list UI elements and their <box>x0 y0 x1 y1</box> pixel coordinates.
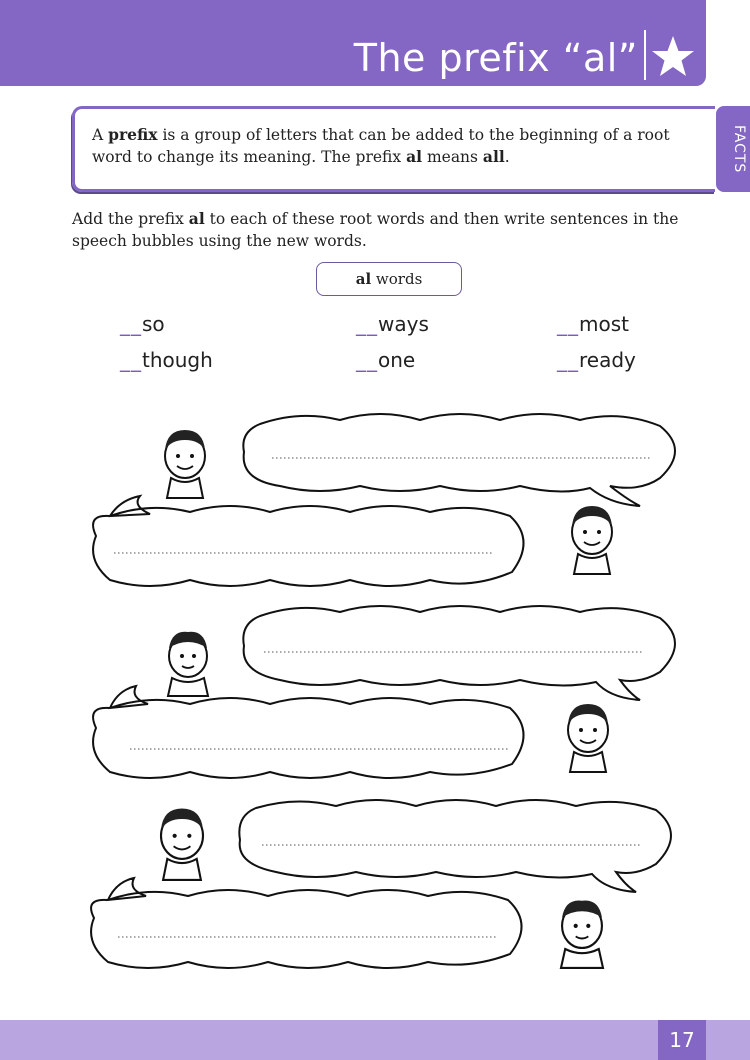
facts-text-part: . <box>504 148 510 166</box>
al-words-label-box <box>316 262 462 296</box>
blank-line: __ <box>120 348 142 372</box>
term-prefix: prefix <box>108 125 158 144</box>
root-word: ready <box>579 348 636 372</box>
facts-tab-label: FACTS <box>731 124 747 174</box>
al-words-prefix: al <box>355 270 372 288</box>
facts-text-part: A <box>92 126 109 144</box>
facts-text <box>92 124 702 168</box>
instructions-part: to each of these root words and then write sentences in the speech bubbles using the new words. <box>72 210 679 250</box>
footer-bar <box>0 1020 750 1060</box>
title-divider <box>644 30 646 80</box>
star-icon <box>650 34 696 80</box>
child-figure-1 <box>165 430 205 498</box>
word-blank-ways[interactable] <box>356 312 429 336</box>
speech-bubble-3 <box>243 606 675 700</box>
speech-bubble-2 <box>93 496 523 586</box>
blank-line: __ <box>356 312 378 336</box>
blank-line: __ <box>356 348 378 372</box>
root-word: so <box>142 312 165 336</box>
blank-line: __ <box>557 312 579 336</box>
child-figure-2 <box>572 506 612 574</box>
word-blank-though[interactable] <box>120 348 213 372</box>
term-all: all <box>482 147 505 166</box>
instructions <box>72 208 712 252</box>
child-figure-4 <box>568 704 608 772</box>
root-word: though <box>142 348 213 372</box>
term-al: al <box>406 147 423 166</box>
instructions-part: Add the prefix <box>72 210 189 228</box>
root-word: most <box>579 312 629 336</box>
speech-bubble-5 <box>239 800 671 892</box>
page-title: The prefix “al” <box>353 36 638 80</box>
speech-bubble-4 <box>93 686 523 778</box>
word-blank-so[interactable] <box>120 312 165 336</box>
child-figure-3 <box>168 632 208 696</box>
root-word: one <box>378 348 416 372</box>
blank-line: __ <box>557 348 579 372</box>
page-number: 17 <box>669 1028 695 1052</box>
word-blank-ready[interactable] <box>557 348 636 372</box>
word-blank-most[interactable] <box>557 312 629 336</box>
speech-bubble-1 <box>243 414 675 506</box>
blank-line: __ <box>120 312 142 336</box>
word-blank-one[interactable] <box>356 348 415 372</box>
speech-bubbles-area <box>0 400 750 1000</box>
child-figure-6 <box>561 900 603 967</box>
instructions-prefix: al <box>188 209 205 228</box>
speech-bubble-6 <box>91 878 521 968</box>
child-figure-5 <box>161 809 203 880</box>
root-word: ways <box>378 312 429 336</box>
facts-text-part: is a group of letters that can be added to the beginning of a root word to change its meaning. The prefix <box>92 126 670 166</box>
al-words-label: words <box>371 270 423 288</box>
facts-text-part: means <box>422 148 483 166</box>
